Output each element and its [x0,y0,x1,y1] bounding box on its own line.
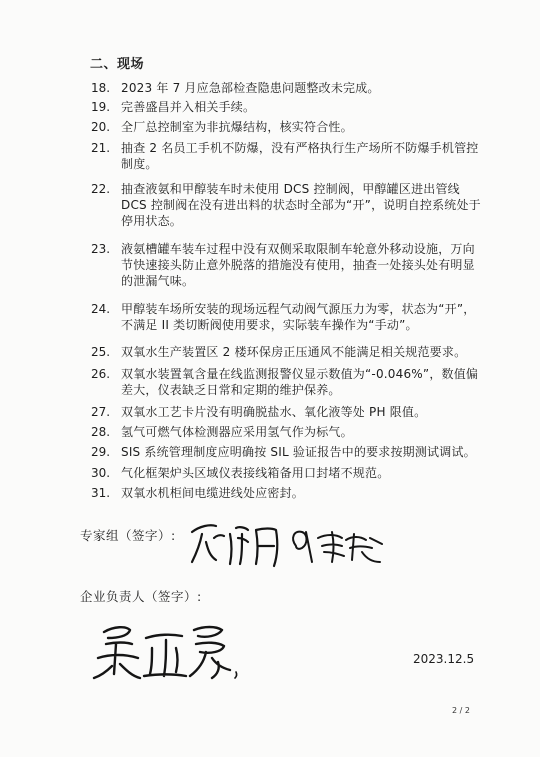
item-text: SIS 系统管理制度应明确按 SIL 验证报告中的要求按期测试调试。 [121,445,476,459]
item-number: 25. [91,345,111,359]
item-text: 2023 年 7 月应急部检查隐患问题整改未完成。 [121,81,380,95]
item-text: 双氧水机柜间电缆进线处应密封。 [121,486,305,500]
item-number: 28. [91,425,111,439]
enterprise-signature-label: 企业负责人（签字）: [80,589,202,604]
item-number: 30. [91,466,111,480]
item-text: 双氧水装置氧含量在线监测报警仪显示数值为“-0.046%”，数值偏差大，仪表缺乏日常和定期的维护保养。 [121,367,479,397]
item-text: 氢气可燃气体检测器应采用氢气作为标气。 [121,425,353,439]
enterprise-signature-image [86,618,246,686]
item-text: 抽查液氨和甲醇装车时未使用 DCS 控制阀，甲醇罐区进出管线 DCS 控制阀在没有进出料的状态时全部为“开”，说明自控系统处于停用状态。 [121,182,481,228]
item-number: 21. [91,141,111,155]
signing-date: 2023.12.5 [413,652,475,666]
item-text: 双氧水生产装置区 2 楼环保房正压通风不能满足相关规范要求。 [121,345,467,359]
item-number: 31. [91,486,111,500]
item-number: 20. [91,120,111,134]
item-text: 甲醇装车场所安装的现场远程气动阀气源压力为零，状态为“开”，不满足 II 类切断阀使用要求，实际装车操作为“手动”。 [121,302,476,332]
item-text: 液氨槽罐车装车过程中没有双侧采取限制车轮意外移动设施，万向节快速接头防止意外脱落的措施没有使用，抽查一处接头处有明显的泄漏气味。 [121,242,475,288]
item-number: 29. [91,445,111,459]
expert-signature-image [186,512,396,570]
item-text: 抽查 2 名员工手机不防爆，没有严格执行生产场所不防爆手机管控制度。 [121,141,479,171]
item-number: 22. [91,182,111,196]
item-number: 24. [91,302,111,316]
item-text: 完善盛昌并入相关手续。 [121,100,256,114]
item-text: 气化框架炉头区域仪表接线箱备用口封堵不规范。 [121,466,390,480]
item-text: 双氧水工艺卡片没有明确脱盐水、氧化液等处 PH 限值。 [121,405,427,419]
item-number: 27. [91,405,111,419]
item-number: 18. [91,81,111,95]
expert-signature-label: 专家组（签字）: [80,528,176,543]
page-number: 2 / 2 [452,706,470,715]
item-number: 26. [91,367,111,381]
section-title: 二、现场 [90,57,145,72]
item-number: 23. [91,242,111,256]
item-number: 19. [91,100,111,114]
item-text: 全厂总控制室为非抗爆结构，核实符合性。 [121,120,353,134]
